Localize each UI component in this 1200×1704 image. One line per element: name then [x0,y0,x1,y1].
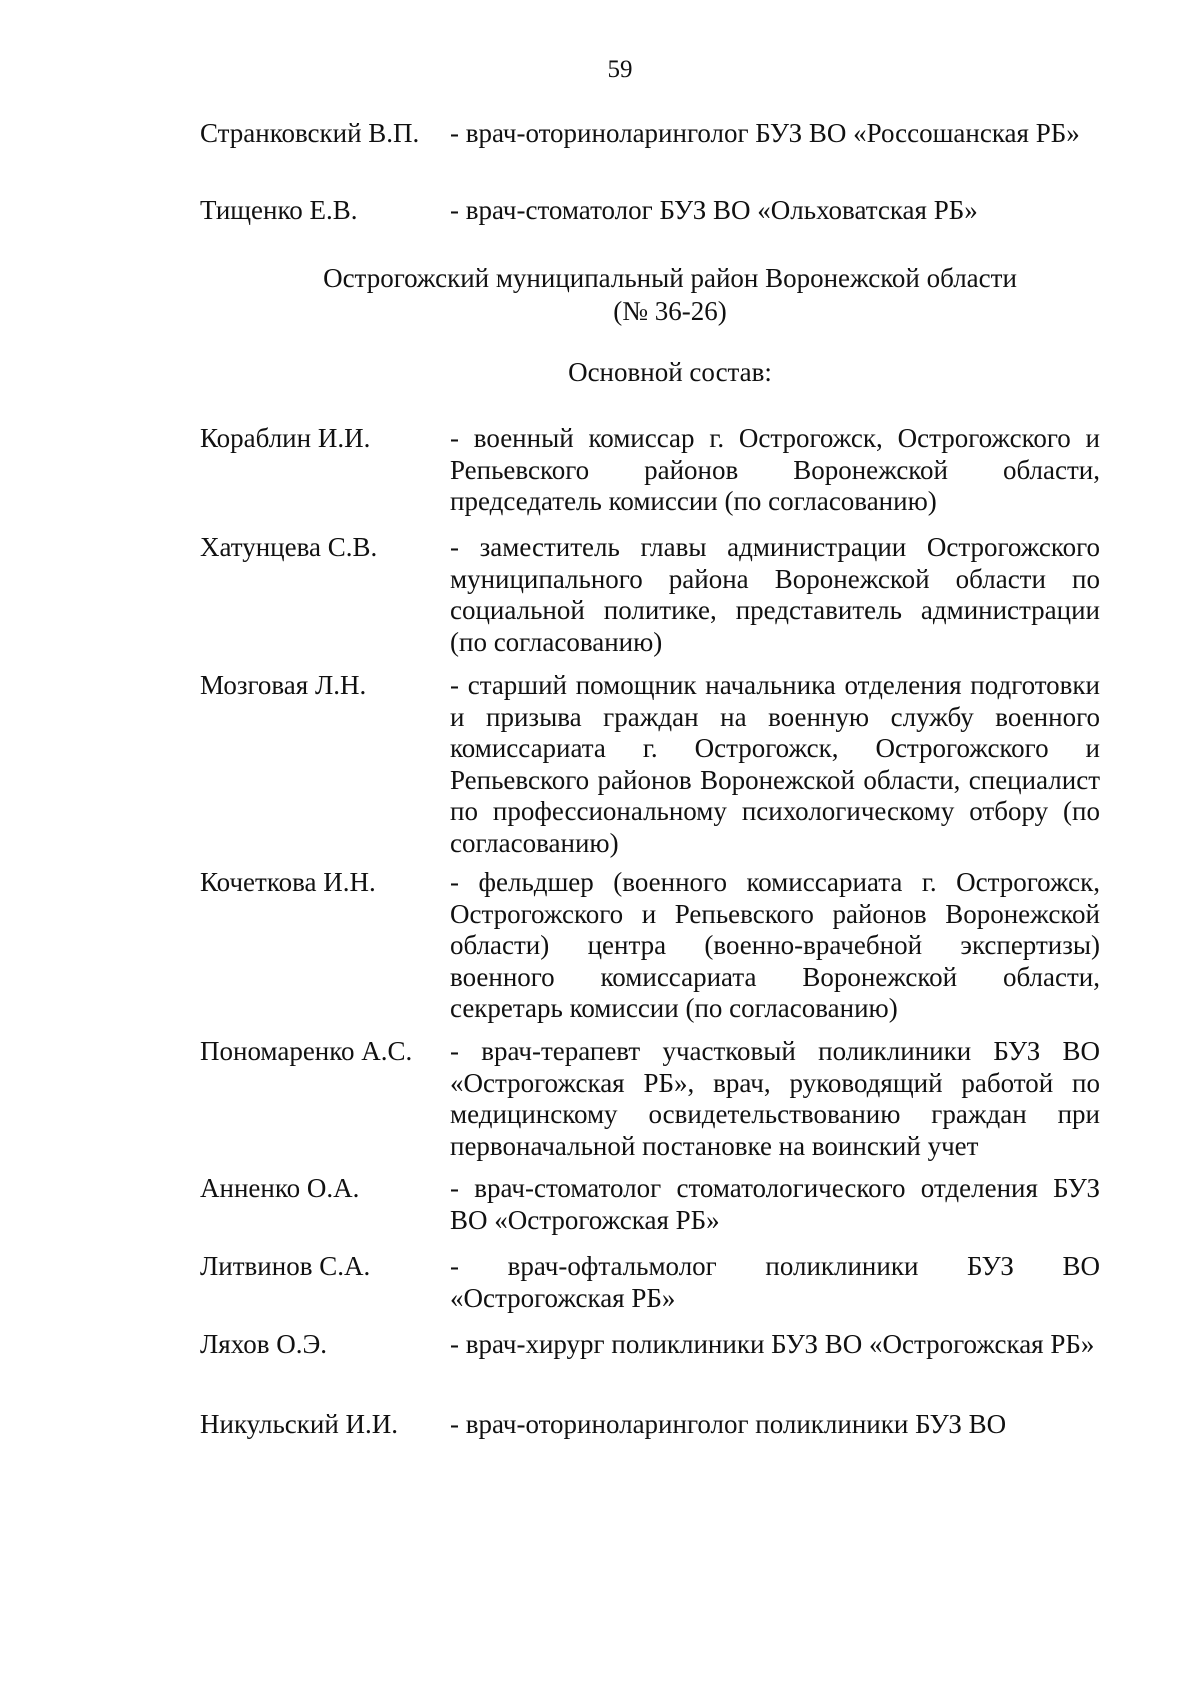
member-role: - врач-терапевт участковый поликлиники БУЗ ВО «Острогожская РБ», врач, руководящий работой по медицинскому освидетельствованию граждан при первоначальной постановке на воинский учет [450,1036,1100,1161]
member-name: Ляхов О.Э. [200,1329,328,1359]
member-role: - врач-офтальмолог поликлиники БУЗ ВО «Острогожская РБ» [450,1251,1100,1313]
list-item [200,195,1100,227]
member-name: Хатунцева С.В. [200,532,378,562]
district-title [280,262,1060,328]
list-item [200,1409,1100,1441]
member-name: Пономаренко А.С. [200,1036,413,1066]
member-name: Странковский В.П. [200,118,420,148]
member-role: - заместитель главы администрации Острогожского муниципального района Воронежской области по социальной политике, представитель администрации (по согласованию) [450,532,1100,657]
member-name: Тищенко Е.В. [200,195,358,225]
district-number: (№ 36-26) [613,296,727,326]
district-title-line: Острогожский муниципальный район Воронежской области [323,263,1017,293]
list-item [200,532,1100,658]
list-item [200,118,1100,150]
member-name: Анненко О.А. [200,1173,360,1203]
member-role: - врач-хирург поликлиники БУЗ ВО «Острогожская РБ» [450,1329,1095,1359]
list-item [200,1251,1100,1314]
member-name: Литвинов С.А. [200,1251,371,1281]
list-item [200,1036,1100,1162]
member-name: Кочеткова И.Н. [200,867,376,897]
member-role: - старший помощник начальника отделения подготовки и призыва граждан на военную службу военного комиссариата г. Острогожск, Острогожского и Репьевского районов Воронежской области, специалист по профессиональному психологическому отбору (по согласованию) [450,670,1100,858]
list-item [200,1329,1100,1361]
list-item [200,670,1100,859]
list-item [200,867,1100,1025]
member-role: - фельдшер (военного комиссариата г. Острогожск, Острогожского и Репьевского районов Воронежской области) центра (военно-врачебной экспертизы) военного комиссариата Воронежской области, секретарь комиссии (по согласованию) [450,867,1100,1023]
member-name: Никульский И.И. [200,1409,399,1439]
section-title: Основной состав: [568,357,772,387]
member-name: Кораблин И.И. [200,423,371,453]
list-item [200,423,1100,518]
page-number: 59 [607,56,633,83]
list-item [200,1173,1100,1236]
member-role: - врач-стоматолог БУЗ ВО «Ольховатская РБ» [450,195,978,225]
member-role: - врач-оториноларинголог поликлиники БУЗ ВО [450,1409,1007,1439]
member-role: - военный комиссар г. Острогожск, Острогожского и Репьевского районов Воронежской области, председатель комиссии (по согласованию) [450,423,1100,516]
member-role: - врач-стоматолог стоматологического отделения БУЗ ВО «Острогожская РБ» [450,1173,1100,1235]
member-role: - врач-оториноларинголог БУЗ ВО «Россошанская РБ» [450,118,1080,148]
member-name: Мозговая Л.Н. [200,670,367,700]
